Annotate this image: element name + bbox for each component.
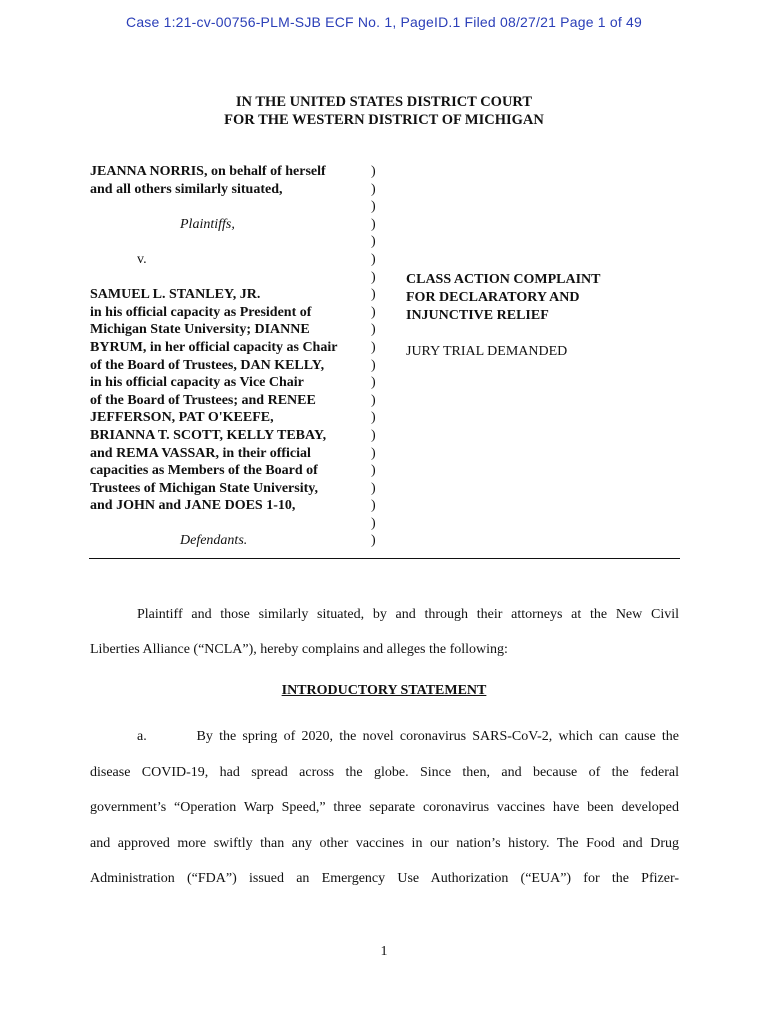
versus-label: v.	[137, 251, 147, 267]
paragraph-a	[90, 719, 679, 897]
caption-paren: )	[371, 498, 376, 514]
caption-paren: )	[371, 445, 376, 461]
defendant-line: SAMUEL L. STANLEY, JR.	[90, 287, 261, 303]
defendant-line: JEFFERSON, PAT O'KEEFE,	[90, 410, 274, 426]
court-line-2: FOR THE WESTERN DISTRICT OF MICHIGAN	[224, 112, 544, 128]
complaint-title	[406, 271, 676, 325]
paragraph-line: government’s “Operation Warp Speed,” three separate coronavirus vaccines have been developed	[90, 800, 679, 815]
defendant-line: BYRUM, in her official capacity as Chair	[90, 339, 338, 355]
complaint-title-line: INJUNCTIVE RELIEF	[406, 308, 549, 323]
defendant-line: in his official capacity as Vice Chair	[90, 375, 304, 391]
caption-paren: )	[371, 515, 376, 531]
page-number: 1	[380, 944, 388, 959]
case-caption	[90, 163, 680, 559]
caption-parties	[90, 163, 372, 550]
paragraph-line: Administration (“FDA”) issued an Emergency Use Authorization (“EUA”) for the Pfizer-	[90, 871, 679, 886]
plaintiff-line: and all others similarly situated,	[90, 181, 283, 197]
caption-paren: )	[371, 375, 376, 391]
plaintiff-names	[90, 163, 372, 198]
caption-paren: )	[371, 339, 376, 355]
caption-paren: )	[371, 234, 376, 250]
defendant-line: Trustees of Michigan State University,	[90, 480, 318, 496]
defendant-line: of the Board of Trustees, DAN KELLY,	[90, 357, 325, 373]
jury-demand: JURY TRIAL DEMANDED	[406, 344, 568, 359]
caption-paren: )	[371, 463, 376, 479]
defendant-line: and JOHN and JANE DOES 1-10,	[90, 498, 296, 514]
defendant-line: and REMA VASSAR, in their official	[90, 445, 311, 461]
caption-paren: )	[371, 181, 376, 197]
caption-divider	[89, 558, 680, 559]
paragraph-line: a. By the spring of 2020, the novel coronavirus SARS-CoV-2, which can cause the	[137, 729, 679, 744]
section-heading: INTRODUCTORY STATEMENT	[281, 683, 487, 698]
caption-paren: )	[371, 251, 376, 267]
caption-paren: )	[371, 287, 376, 303]
paragraph-line: and approved more swiftly than any other vaccines in our nation’s history. The Food and Drug	[90, 835, 679, 851]
complaint-title-line: FOR DECLARATORY AND	[406, 290, 580, 305]
defendant-names	[90, 286, 372, 515]
plaintiff-line: JEANNA NORRIS, on behalf of herself	[90, 164, 326, 179]
defendant-line: capacities as Members of the Board of	[90, 463, 318, 479]
caption-paren: )	[371, 216, 376, 232]
defendant-line: Michigan State University; DIANNE	[90, 322, 310, 338]
caption-paren: )	[371, 269, 376, 285]
caption-paren: )	[371, 304, 376, 320]
defendant-line: of the Board of Trustees; and RENEE	[90, 392, 316, 408]
caption-paren: )	[371, 164, 376, 179]
paragraph-line: disease COVID-19, had spread across the globe. Since then, and because of the federal	[90, 764, 679, 780]
complaint-title-line: CLASS ACTION COMPLAINT	[406, 272, 601, 287]
intro-paragraph	[90, 597, 679, 667]
caption-paren: )	[371, 427, 376, 443]
caption-paren: )	[371, 480, 376, 496]
defendants-label: Defendants.	[180, 533, 248, 549]
caption-title	[406, 271, 676, 361]
caption-paren: )	[371, 357, 376, 373]
defendant-line: in his official capacity as President of	[90, 304, 312, 320]
caption-paren: )	[371, 392, 376, 408]
caption-paren: )	[371, 533, 376, 549]
intro-line: Liberties Alliance (“NCLA”), hereby complains and alleges the following:	[90, 642, 508, 657]
plaintiffs-label: Plaintiffs,	[180, 216, 235, 232]
caption-paren: )	[371, 410, 376, 426]
caption-paren: )	[371, 199, 376, 215]
court-line-1: IN THE UNITED STATES DISTRICT COURT	[235, 94, 533, 110]
court-name	[0, 93, 768, 129]
ecf-header-stamp: Case 1:21-cv-00756-PLM-SJB ECF No. 1, PageID.1 Filed 08/27/21 Page 1 of 49	[126, 14, 642, 30]
intro-line: Plaintiff and those similarly situated, by and through their attorneys at the New Civil	[137, 607, 679, 622]
caption-paren: )	[371, 322, 376, 338]
caption-paren-column	[371, 163, 385, 550]
defendant-line: BRIANNA T. SCOTT, KELLY TEBAY,	[90, 427, 327, 443]
